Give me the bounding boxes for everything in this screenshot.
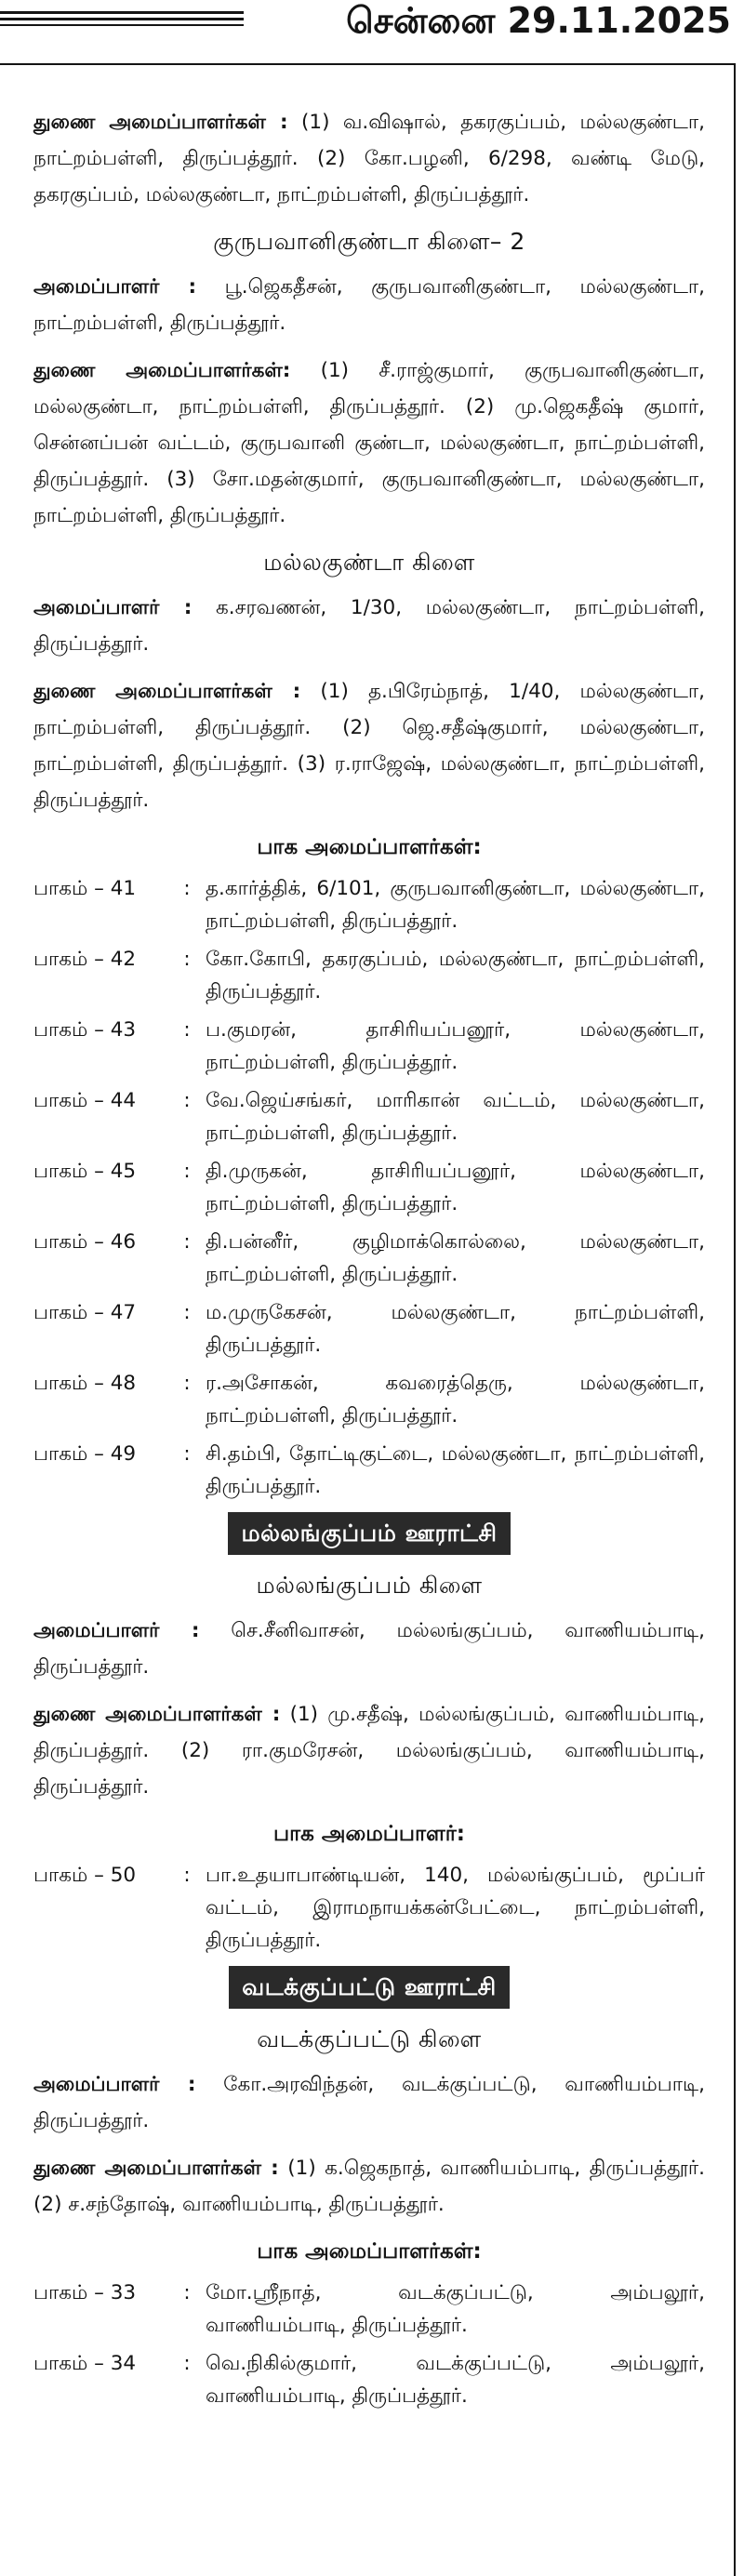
booth-number: பாகம் – 44 xyxy=(33,1089,137,1112)
member-paragraph xyxy=(33,104,705,213)
section-heading: பாக அமைப்பாளர்கள்: xyxy=(257,2239,482,2264)
village-heading-wrap xyxy=(33,1512,705,1555)
member-paragraph xyxy=(33,590,705,662)
booth-row xyxy=(33,1859,705,1957)
role-label: துணை அமைப்பாளர்கள் : xyxy=(33,2157,279,2180)
booth-row xyxy=(33,1367,705,1432)
booth-separator: : xyxy=(183,877,191,900)
masthead-rule xyxy=(0,18,244,20)
booth-separator: : xyxy=(183,1230,191,1254)
booth-organizer: ர.அசோகன், கவரைத்தெரு, மல்லகுண்டா, நாட்றம்பள்ளி, திருப்பத்தூர். xyxy=(206,1372,705,1427)
village-heading: மல்லங்குப்பம் ஊராட்சி xyxy=(228,1512,510,1555)
member-details: (1) மு.சதீஷ், மல்லங்குப்பம், வாணியம்பாடி, திருப்பத்தூர். (2) ரா.குமரேசன், மல்லங்குப்பம், வாணியம்பாடி, திருப்பத்தூர். xyxy=(33,1703,705,1799)
booth-organizer: ப.குமரன், தாசிரியப்பனூர், மல்லகுண்டா, நாட்றம்பள்ளி, திருப்பத்தூர். xyxy=(206,1018,705,1074)
branch-heading: மல்லகுண்டா கிளை xyxy=(263,549,475,576)
booth-separator: : xyxy=(183,2281,191,2304)
role-label: அமைப்பாளர் : xyxy=(33,275,197,299)
masthead xyxy=(0,0,744,48)
booth-organizer: பா.உதயாபாண்டியன், 140, மல்லங்குப்பம், மூப்பர் வட்டம், இராமநாயக்கன்பேட்டை, நாட்றம்பள்ளி, திருப்பத்தூர். xyxy=(206,1864,705,1952)
masthead-rule xyxy=(0,11,244,14)
member-details: கோ.அரவிந்தன், வடக்குப்பட்டு, வாணியம்பாடி, திருப்பத்தூர். xyxy=(33,2073,705,2132)
booth-number: பாகம் – 46 xyxy=(33,1230,137,1254)
booth-row xyxy=(33,1226,705,1291)
masthead-rule xyxy=(0,24,244,26)
booth-row xyxy=(33,2277,705,2342)
booth-number: பாகம் – 42 xyxy=(33,948,137,971)
booth-row xyxy=(33,2347,705,2412)
member-details: (1) த.பிரேம்நாத், 1/40, மல்லகுண்டா, நாட்றம்பள்ளி, திருப்பத்தூர். (2) ஜெ.சதீஷ்குமார், மல்லகுண்டா, நாட்றம்பள்ளி, திருப்பத்தூர். (3) ர.ராஜேஷ், மல்லகுண்டா, நாட்றம்பள்ளி, திருப்பத்தூர். xyxy=(33,680,705,812)
section-heading: பாக அமைப்பாளர்கள்: xyxy=(257,835,482,859)
role-label: துணை அமைப்பாளர்கள்: xyxy=(33,359,291,382)
member-paragraph xyxy=(33,2150,705,2223)
branch-heading: குருபவானிகுண்டா கிளை– 2 xyxy=(213,228,525,255)
member-details: (1) க.ஜெகநாத், வாணியம்பாடி, திருப்பத்தூர். (2) ச.சந்தோஷ், வாணியம்பாடி, திருப்பத்தூர். xyxy=(33,2157,705,2216)
booth-separator: : xyxy=(183,1864,191,1887)
member-paragraph xyxy=(33,352,705,534)
branch-heading: வடக்குப்பட்டு கிளை xyxy=(257,2025,482,2052)
member-details: செ.சீனிவாசன், மல்லங்குப்பம், வாணியம்பாடி, திருப்பத்தூர். xyxy=(33,1619,705,1679)
booth-separator: : xyxy=(183,2352,191,2375)
member-details: (1) சீ.ராஜ்குமார், குருபவானிகுண்டா, மல்லகுண்டா, நாட்றம்பள்ளி, திருப்பத்தூர். (2) மு.ஜெகதீஷ் குமார், சென்னப்பன் வட்டம், குருபவானி குண்டா, மல்லகுண்டா, நாட்றம்பள்ளி, திருப்பத்தூர். (3) சோ.மதன்குமார், குருபவானிகுண்டா, மல்லகுண்டா, நாட்றம்பள்ளி, திருப்பத்தூர். xyxy=(33,359,705,527)
booth-row xyxy=(33,943,705,1008)
booth-row xyxy=(33,1084,705,1149)
member-paragraph xyxy=(33,673,705,818)
booth-row xyxy=(33,872,705,937)
section-heading: பாக அமைப்பாளர்: xyxy=(273,1822,465,1846)
booth-row xyxy=(33,1155,705,1220)
booth-organizer: தி.பன்னீர், குழிமாக்கொல்லை, மல்லகுண்டா, நாட்றம்பள்ளி, திருப்பத்தூர். xyxy=(206,1230,705,1286)
booth-number: பாகம் – 33 xyxy=(33,2281,137,2304)
village-heading-wrap xyxy=(33,1966,705,2009)
booth-separator: : xyxy=(183,1018,191,1042)
booth-separator: : xyxy=(183,1442,191,1466)
booth-row xyxy=(33,1438,705,1503)
booth-organizer: மோ.ஸ்ரீநாத், வடக்குப்பட்டு, அம்பலூர், வாணியம்பாடி, திருப்பத்தூர். xyxy=(206,2281,705,2337)
booth-organizer: கோ.கோபி, தகரகுப்பம், மல்லகுண்டா, நாட்றம்பள்ளி, திருப்பத்தூர். xyxy=(206,948,705,1003)
booth-row xyxy=(33,1296,705,1361)
booth-organizer: த.கார்த்திக், 6/101, குருபவானிகுண்டா, மல்லகுண்டா, நாட்றம்பள்ளி, திருப்பத்தூர். xyxy=(206,877,705,933)
member-paragraph xyxy=(33,1613,705,1685)
role-label: அமைப்பாளர் : xyxy=(33,596,193,619)
booth-separator: : xyxy=(183,1160,191,1183)
booth-number: பாகம் – 47 xyxy=(33,1301,137,1324)
booth-separator: : xyxy=(183,948,191,971)
role-label: அமைப்பாளர் : xyxy=(33,2073,196,2096)
role-label: துணை அமைப்பாளர்கள் : xyxy=(33,1703,281,1726)
role-label: துணை அமைப்பாளர்கள் : xyxy=(33,680,301,703)
booth-number: பாகம் – 45 xyxy=(33,1160,137,1183)
booth-separator: : xyxy=(183,1372,191,1395)
booth-number: பாகம் – 34 xyxy=(33,2352,137,2375)
booth-separator: : xyxy=(183,1301,191,1324)
booth-number: பாகம் – 48 xyxy=(33,1372,137,1395)
page-title: சென்னை 29.11.2025 xyxy=(346,0,731,41)
member-details: க.சரவணன், 1/30, மல்லகுண்டா, நாட்றம்பள்ளி, திருப்பத்தூர். xyxy=(33,596,705,656)
booth-number: பாகம் – 43 xyxy=(33,1018,137,1042)
role-label: துணை அமைப்பாளர்கள் : xyxy=(33,111,288,134)
member-paragraph xyxy=(33,1696,705,1805)
booth-number: பாகம் – 41 xyxy=(33,877,137,900)
role-label: அமைப்பாளர் : xyxy=(33,1619,200,1642)
booth-separator: : xyxy=(183,1089,191,1112)
branch-heading: மல்லங்குப்பம் கிளை xyxy=(256,1572,483,1599)
member-paragraph xyxy=(33,2066,705,2139)
booth-number: பாகம் – 49 xyxy=(33,1442,137,1466)
booth-number: பாகம் – 50 xyxy=(33,1864,137,1887)
member-details: (1) வ.விஷால், தகரகுப்பம், மல்லகுண்டா, நாட்றம்பள்ளி, திருப்பத்தூர். (2) கோ.பழனி, 6/298, வண்டி மேடு, தகரகுப்பம், மல்லகுண்டா, நாட்றம்பள்ளி, திருப்பத்தூர். xyxy=(33,111,705,206)
village-heading: வடக்குப்பட்டு ஊராட்சி xyxy=(229,1966,509,2009)
booth-organizer: சி.தம்பி, தோட்டிகுட்டை, மல்லகுண்டா, நாட்றம்பள்ளி, திருப்பத்தூர். xyxy=(206,1442,705,1498)
member-details: பூ.ஜெகதீசன், குருபவானிகுண்டா, மல்லகுண்டா, நாட்றம்பள்ளி, திருப்பத்தூர். xyxy=(33,275,705,335)
booth-row xyxy=(33,1014,705,1079)
article-body xyxy=(33,104,705,2418)
member-paragraph xyxy=(33,269,705,341)
booth-organizer: தி.முருகன், தாசிரியப்பனூர், மல்லகுண்டா, நாட்றம்பள்ளி, திருப்பத்தூர். xyxy=(206,1160,705,1215)
booth-organizer: வெ.நிகில்குமார், வடக்குப்பட்டு, அம்பலூர், வாணியம்பாடி, திருப்பத்தூர். xyxy=(206,2352,705,2408)
booth-organizer: ம.முருகேசன், மல்லகுண்டா, நாட்றம்பள்ளி, திருப்பத்தூர். xyxy=(206,1301,705,1357)
booth-organizer: வே.ஜெய்சங்கர், மாரிகான் வட்டம், மல்லகுண்டா, நாட்றம்பள்ளி, திருப்பத்தூர். xyxy=(206,1089,705,1145)
